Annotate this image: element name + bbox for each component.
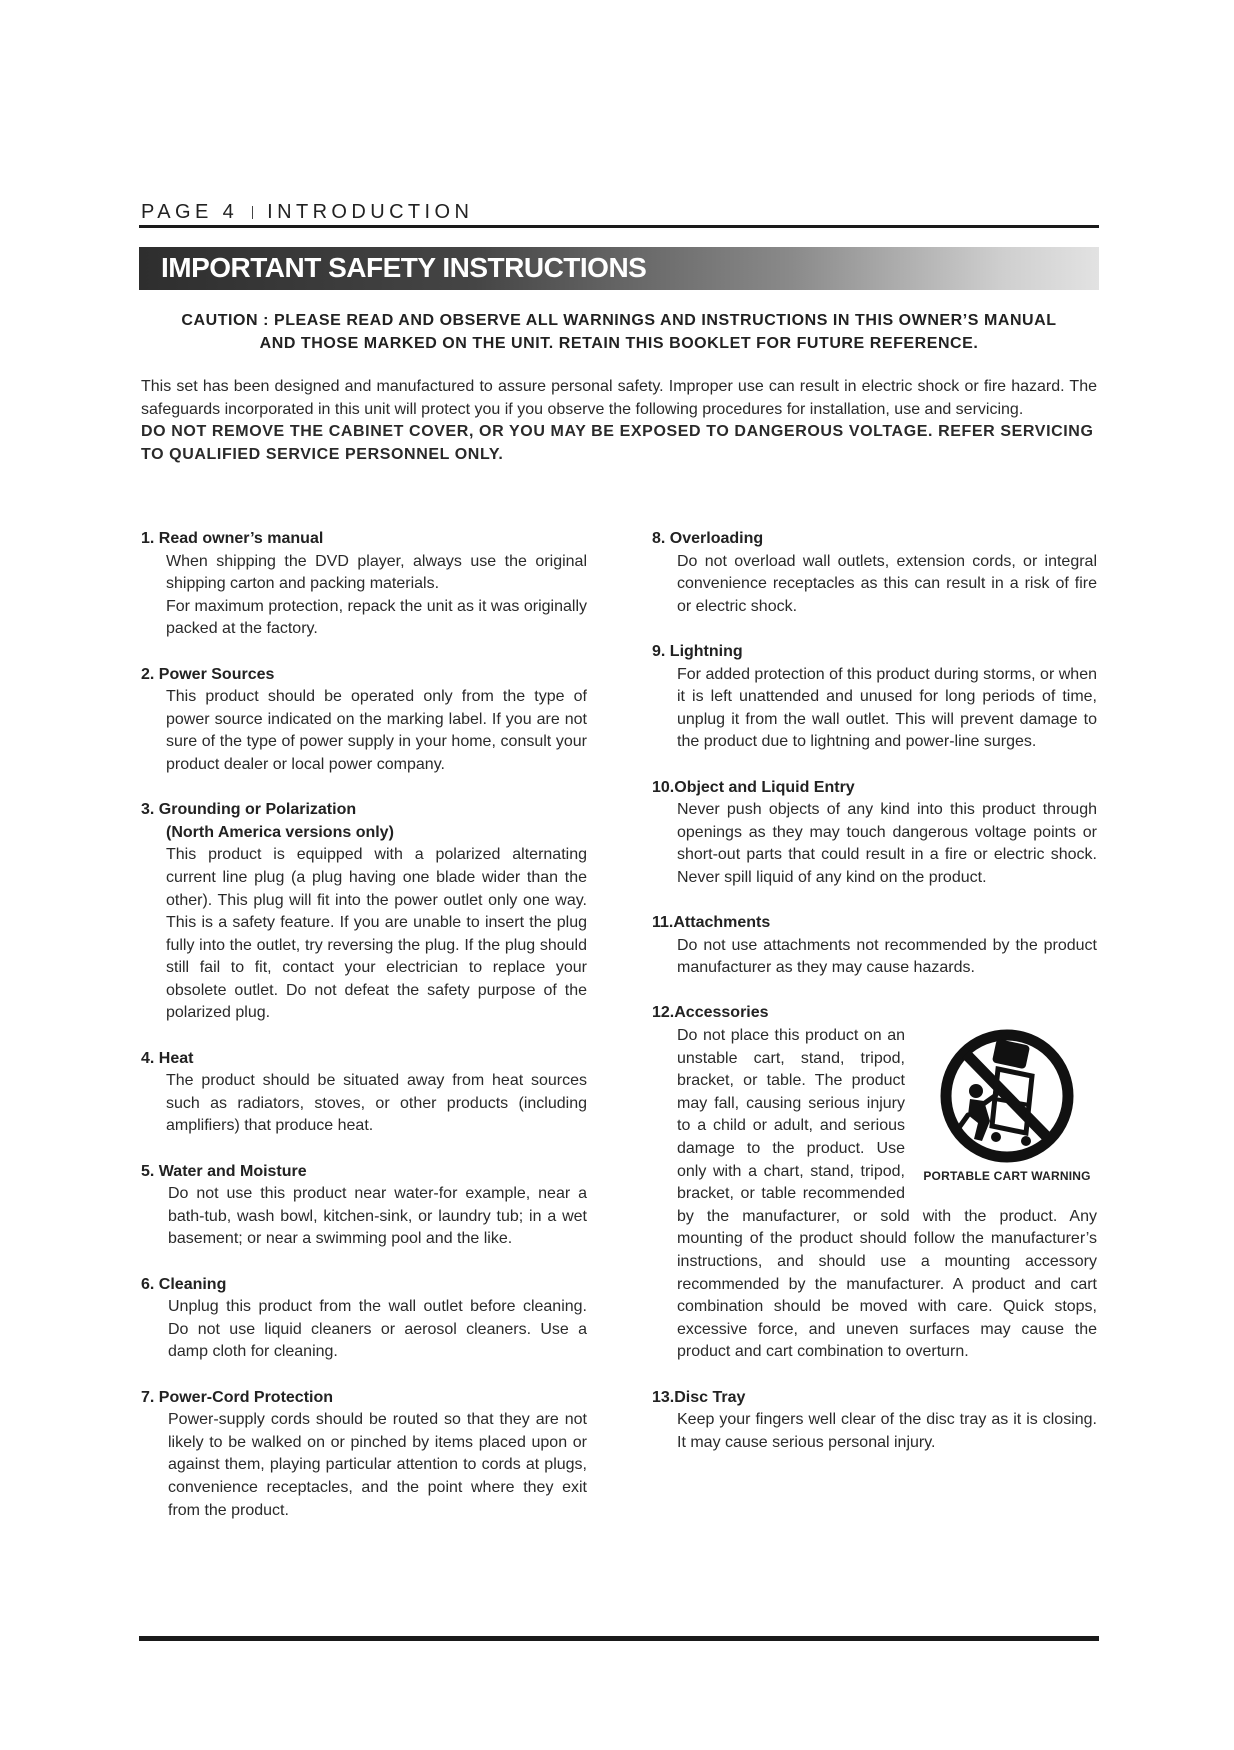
left-column — [141, 528, 587, 1545]
caution-line-1: CAUTION : PLEASE READ AND OBSERVE ALL WARNINGS AND INSTRUCTIONS IN THIS OWNER’S MANUAL — [181, 312, 1057, 329]
cart-warning-figure — [917, 1029, 1097, 1184]
item-title: 5. Water and Moisture — [141, 1162, 307, 1180]
top-rule — [139, 225, 1099, 228]
item-body: Do not place this product on an unstable cart, stand, tripod, bracket, or table. The product may fall, causing serious injury to a child or adult, and serious damage to the product. Use only with a chart, stand, tripod, bracket, or table recommended by the manufacturer, or sold with the product. Any mounting of the product should follow the manufacturer’s instructions, and should use a mounting accessory recommended by the manufacturer. A product and cart combination should be moved with care. Quick stops, excessive force, and uneven surfaces may cause the product and cart combination to overturn. — [677, 1027, 1097, 1361]
item-body: Do not use this product near water-for example, near a bath-tub, wash bowl, kitchen-sink, or laundry tub; in a wet basement; or near a swimming pool and the like. — [168, 1185, 587, 1248]
item-power-sources — [141, 664, 587, 777]
intro-text: This set has been designed and manufactured to assure personal safety. Improper use can result in electric shock or fire hazard. The safeguards incorporated in this unit will protect you if you observe the following procedures for installation, use and servicing. — [141, 378, 1097, 418]
item-subtitle: (North America versions only) — [166, 823, 394, 841]
page-header — [141, 201, 473, 224]
item-body: This product is equipped with a polarized alternating current line plug (a plug having one blade wider than the other). This plug will fit into the power outlet only one way. This is a safety feature. If you are unable to insert the plug fully into the outlet, try reversing the plug. If the plug should still fail to fit, contact your electrician to replace your obsolete outlet. Do not defeat the safety purpose of the polarized plug. — [166, 846, 587, 1022]
item-title: 8. Overloading — [652, 530, 764, 547]
item-title: 6. Cleaning — [141, 1275, 227, 1293]
page-number: PAGE 4 — [141, 201, 239, 223]
bottom-rule — [139, 1636, 1099, 1641]
cart-warning-caption: PORTABLE CART WARNING — [923, 1169, 1091, 1184]
item-overloading — [652, 528, 1097, 618]
item-body: For maximum protection, repack the unit as it was originally packed at the factory. — [166, 597, 587, 638]
item-disc-tray — [652, 1387, 1097, 1455]
item-read-manual — [141, 528, 587, 641]
item-title: 2. Power Sources — [141, 665, 275, 683]
item-body: Keep your fingers well clear of the disc tray as it is closing. It may cause serious personal injury. — [677, 1411, 1097, 1451]
item-body: Do not overload wall outlets, extension cords, or integral convenience receptacles as this can result in a risk of fire or electric shock. — [677, 552, 1097, 615]
item-object-liquid-entry — [652, 777, 1097, 890]
item-title: 12.Accessories — [652, 1004, 769, 1022]
item-body: Do not use attachments not recommended by the product manufacturer as they may cause hazards. — [677, 936, 1097, 977]
item-body: Never push objects of any kind into this product through openings as they may touch dangerous voltage points or short-out parts that could result in a fire or electric shock. Never spill liquid of any kind on the product. — [677, 801, 1097, 886]
item-cleaning — [141, 1274, 587, 1364]
item-accessories — [652, 1002, 1097, 1364]
item-attachments — [652, 912, 1097, 980]
item-title: 10.Object and Liquid Entry — [652, 778, 855, 796]
item-body: For added protection of this product during storms, or when it is left unattended and unused for long periods of time, unplug it from the wall outlet. This will prevent damage to the product due to lightning and power-line surges. — [677, 665, 1097, 751]
item-title: 7. Power-Cord Protection — [141, 1388, 334, 1406]
item-title: 11.Attachments — [652, 914, 771, 932]
right-column — [652, 528, 1097, 1477]
item-lightning — [652, 641, 1097, 754]
item-body: This product should be operated only from the type of power source indicated on the marking label. If you are not sure of the type of power supply in your home, consult your product dealer or local power company. — [166, 688, 587, 773]
banner-title: IMPORTANT SAFETY INSTRUCTIONS — [161, 252, 647, 283]
item-title: 4. Heat — [141, 1049, 194, 1067]
item-body: When shipping the DVD player, always use the original shipping carton and packing materials. — [166, 552, 587, 593]
item-title: 13.Disc Tray — [652, 1388, 746, 1406]
caution-notice — [141, 309, 1097, 355]
portable-cart-warning-icon — [940, 1029, 1074, 1163]
item-water-moisture — [141, 1161, 587, 1251]
item-power-cord — [141, 1387, 587, 1523]
item-title: 3. Grounding or Polarization — [141, 801, 357, 819]
header-divider — [252, 206, 253, 219]
section-title: INTRODUCTION — [267, 201, 474, 223]
intro-warning: DO NOT REMOVE THE CABINET COVER, OR YOU MAY BE EXPOSED TO DANGEROUS VOLTAGE. REFER SERVICING TO QUALIFIED SERVICE PERSONNEL ONLY. — [141, 423, 1094, 463]
item-body: Unplug this product from the wall outlet before cleaning. Do not use liquid cleaners or aerosol cleaners. Use a damp cloth for cleaning. — [168, 1298, 587, 1361]
caution-line-2: AND THOSE MARKED ON THE UNIT. RETAIN THIS BOOKLET FOR FUTURE REFERENCE. — [259, 335, 979, 352]
intro-section — [141, 376, 1097, 466]
title-banner — [139, 247, 1099, 290]
item-grounding — [141, 799, 587, 1025]
item-title: 1. Read owner’s manual — [141, 530, 324, 547]
item-body: The product should be situated away from heat sources such as radiators, stoves, or other products (including amplifiers) that produce heat. — [166, 1072, 587, 1135]
item-heat — [141, 1048, 587, 1138]
item-body: Power-supply cords should be routed so that they are not likely to be walked on or pinched by items placed upon or against them, playing particular attention to cords at plugs, convenience receptacles, and the point where they exit from the product. — [168, 1411, 587, 1519]
item-title: 9. Lightning — [652, 642, 743, 660]
